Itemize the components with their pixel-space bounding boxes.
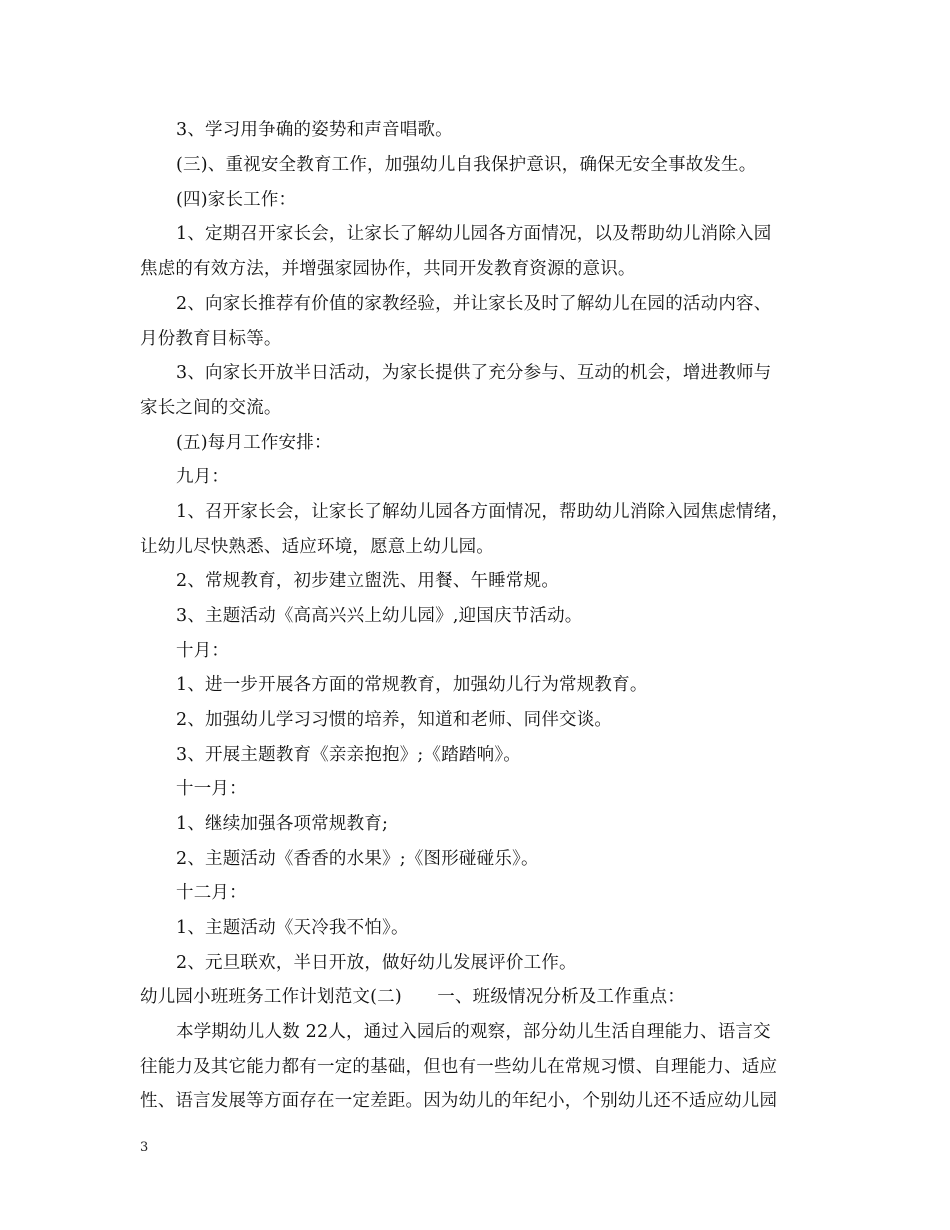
text-line: 1、召开家长会，让家长了解幼儿园各方面情况，帮助幼儿消除入园焦虑情绪， <box>176 502 790 522</box>
text-line: 3、主题活动《高高兴兴上幼儿园》,迎国庆节活动。 <box>176 606 583 626</box>
text-line: 月份教育目标等。 <box>140 329 282 349</box>
text-line: 2、向家长推荐有价值的家教经验，并让家长及时了解幼儿在园的活动内容、 <box>176 294 772 314</box>
text-line: 九月： <box>176 467 230 487</box>
text-line: 家长之间的交流。 <box>140 398 282 418</box>
text-line: (五)每月工作安排： <box>176 433 332 453</box>
section-heading: 幼儿园小班班务工作计划范文(二) 一、班级情况分析及工作重点： <box>140 987 686 1007</box>
text-line: 2、加强幼儿学习习惯的培养，知道和老师、同伴交谈。 <box>176 710 613 730</box>
page-number: 3 <box>140 1140 149 1155</box>
text-line: 1、进一步开展各方面的常规教育，加强幼儿行为常规教育。 <box>176 675 648 695</box>
text-line: 焦虑的有效方法，并增强家园协作，共同开发教育资源的意识。 <box>140 259 636 279</box>
text-line: 3、向家长开放半日活动，为家长提供了充分参与、互动的机会，增进教师与 <box>176 363 772 383</box>
text-line: (四)家长工作： <box>176 190 297 210</box>
text-line: 十月： <box>176 641 230 661</box>
text-line: 十一月： <box>176 779 247 799</box>
text-line: 3、学习用争确的姿势和声音唱歌。 <box>176 120 453 140</box>
text-line: 2、元旦联欢，半日开放，做好幼儿发展评价工作。 <box>176 953 577 973</box>
text-line: (三)、重视安全教育工作，加强幼儿自我保护意识，确保无安全事故发生。 <box>176 155 757 175</box>
text-line: 十二月： <box>176 883 247 903</box>
text-line: 性、语言发展等方面存在一定差距。因为幼儿的年纪小，个别幼儿还不适应幼儿园 <box>140 1091 778 1111</box>
text-line: 2、常规教育，初步建立盥洗、用餐、午睡常规。 <box>176 571 560 591</box>
text-line: 2、主题活动《香香的水果》;《图形碰碰乐》。 <box>176 849 539 869</box>
text-line: 1、继续加强各项常规教育; <box>176 814 389 834</box>
text-line: 1、定期召开家长会，让家长了解幼儿园各方面情况，以及帮助幼儿消除入园 <box>176 224 772 244</box>
text-line: 3、开展主题教育《亲亲抱抱》;《踏踏响》。 <box>176 745 521 765</box>
text-line: 往能力及其它能力都有一定的基础，但也有一些幼儿在常规习惯、自理能力、适应 <box>140 1057 778 1077</box>
text-line: 本学期幼儿人数 22人，通过入园后的观察，部分幼儿生活自理能力、语言交 <box>176 1022 771 1042</box>
text-line: 1、主题活动《天冷我不怕》。 <box>176 918 409 938</box>
text-line: 让幼儿尽快熟悉、适应环境，愿意上幼儿园。 <box>140 537 494 557</box>
